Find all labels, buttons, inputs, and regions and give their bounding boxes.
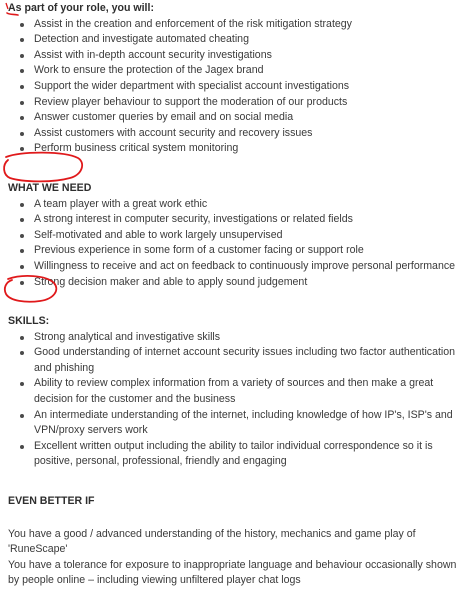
skills-list <box>8 330 470 470</box>
even-better-heading: EVEN BETTER IF <box>8 495 95 508</box>
list-item: Assist with in-depth account security investigations <box>26 48 470 64</box>
list-item: Perform business critical system monitoring <box>26 141 470 157</box>
list-item: Willingness to receive and act on feedback to continuously improve personal performance <box>26 259 470 275</box>
list-item: A team player with a great work ethic <box>26 197 470 213</box>
list-item: Review player behaviour to support the moderation of our products <box>26 95 470 111</box>
list-item: Answer customer queries by email and on social media <box>26 110 470 126</box>
need-list <box>8 197 470 291</box>
list-item: A strong interest in computer security, investigations or related fields <box>26 212 470 228</box>
list-item: Excellent written output including the ability to tailor individual correspondence so it is positive, personal, professional, friendly and engaging <box>26 439 470 470</box>
list-item: Good understanding of internet account security issues including two factor authentication and phishing <box>26 345 470 376</box>
list-item: Strong analytical and investigative skills <box>26 330 470 346</box>
role-list <box>8 17 470 157</box>
list-item: An intermediate understanding of the internet, including knowledge of how IP's, ISP's and VPN/proxy servers work <box>26 408 470 439</box>
list-item: Work to ensure the protection of the Jagex brand <box>26 63 470 79</box>
list-item: Assist customers with account security and recovery issues <box>26 126 470 142</box>
list-item: Previous experience in some form of a customer facing or support role <box>26 243 470 259</box>
role-heading: As part of your role, you will: <box>8 2 154 14</box>
skills-heading: SKILLS: <box>8 315 50 328</box>
list-item: Ability to review complex information from a variety of sources and then make a great decision for the customer and the business <box>26 376 470 407</box>
even-better-line: You have a tolerance for exposure to inappropriate language and behaviour occasionally shown by people online – including viewing unfiltered player chat logs <box>8 558 457 587</box>
what-we-need-heading: WHAT WE NEED <box>8 181 92 194</box>
list-item: Detection and investigate automated cheating <box>26 32 470 48</box>
even-better-line: You have a good / advanced understanding of the history, mechanics and game play of 'RuneScape' <box>8 527 416 556</box>
job-description <box>8 1 470 589</box>
list-item: Support the wider department with specialist account investigations <box>26 79 470 95</box>
list-item: Strong decision maker and able to apply sound judgement <box>26 275 470 291</box>
list-item: Self-motivated and able to work largely unsupervised <box>26 228 470 244</box>
list-item: Assist in the creation and enforcement of the risk mitigation strategy <box>26 17 470 33</box>
